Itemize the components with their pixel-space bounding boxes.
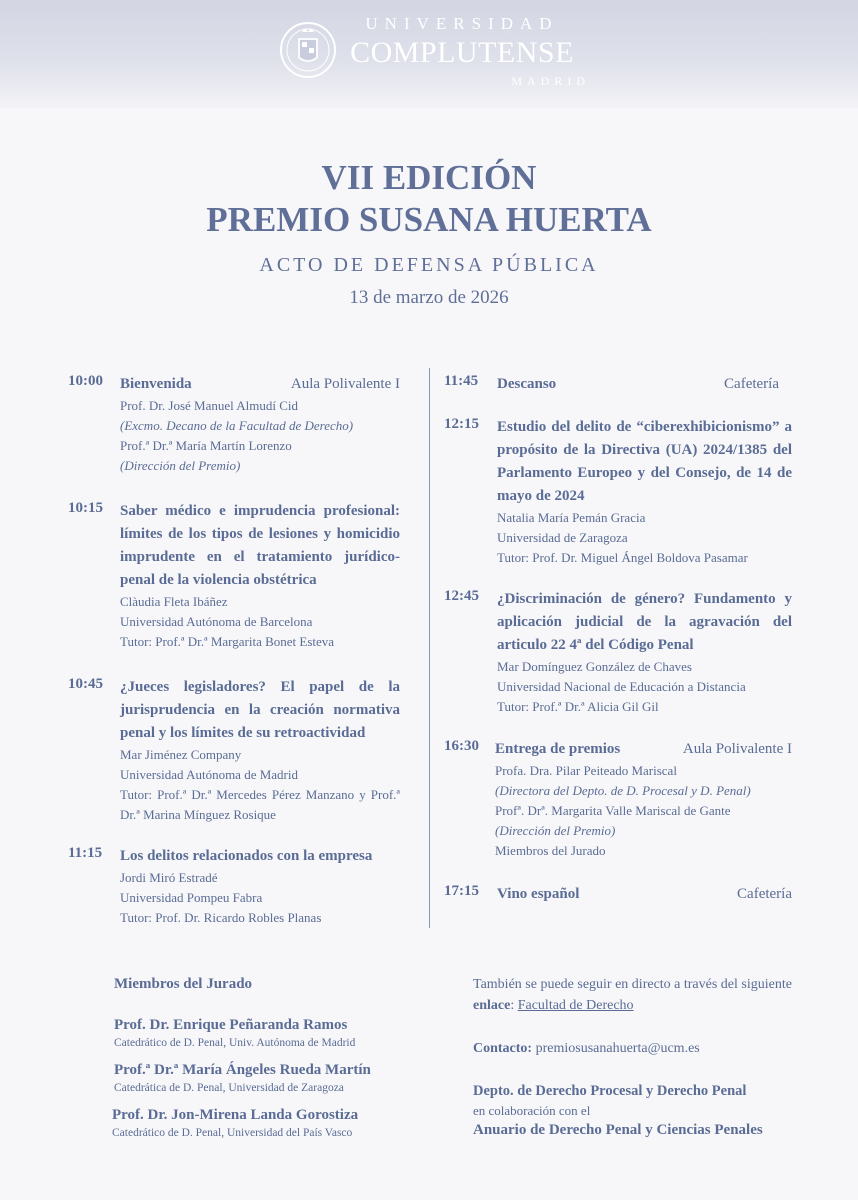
university-label-top: UNIVERSIDAD: [365, 14, 559, 33]
contact-label: Contacto:: [473, 1041, 533, 1056]
jury-member-name: Prof. Dr. Enrique Peñaranda Ramos: [114, 1017, 348, 1033]
department-name: Depto. de Derecho Procesal y Derecho Penal: [473, 1083, 747, 1099]
speaker-role: (Directora del Depto. de D. Procesal y D. Penal): [495, 783, 751, 798]
event-time: 16:30: [444, 738, 479, 754]
author-name: Jordi Miró Estradé: [120, 870, 218, 885]
stream-link[interactable]: Facultad de Derecho: [517, 998, 634, 1013]
author-name: Mar Jiménez Company: [120, 747, 242, 762]
author-tutor: Tutor: Prof.ª Dr.ª Alicia Gil Gil: [497, 699, 659, 714]
event-subtitle: ACTO DE DEFENSA PÚBLICA: [259, 254, 599, 276]
author-tutor: Tutor: Prof. Dr. Ricardo Robles Planas: [120, 910, 322, 925]
event-time: 12:15: [444, 416, 479, 432]
collaboration-text: en colaboración con el: [473, 1103, 591, 1118]
author-tutor: Tutor: Prof. Dr. Miguel Ángel Boldova Pasamar: [497, 550, 748, 565]
event-time: 11:15: [68, 845, 103, 861]
jury-member-name: Prof. Dr. Jon-Mirena Landa Gorostiza: [112, 1107, 359, 1123]
event-date: 13 de marzo de 2026: [349, 287, 509, 308]
header-banner: [0, 0, 858, 108]
column-divider: [429, 368, 430, 928]
stream-link-label: enlace: [473, 998, 511, 1013]
jury-heading: Miembros del Jurado: [114, 976, 253, 992]
event-time: 10:00: [68, 373, 103, 389]
event-title: Los delitos relacionados con la empresa: [120, 848, 373, 864]
anuario-name: Anuario de Derecho Penal y Ciencias Penales: [473, 1122, 763, 1138]
speaker-line: Miembros del Jurado: [495, 843, 606, 858]
jury-section: [114, 976, 414, 1150]
jury-member-role: Catedrático de D. Penal, Univ. Autónoma de Madrid: [114, 1037, 356, 1049]
edition-title: VII EDICIÓN: [321, 158, 537, 197]
university-name: COMPLUTENSE: [350, 36, 574, 69]
event-title: Estudio del delito de “ciberexhibicionismo” a propósito de la Directiva (UA) 2024/1385 del Parlamento Europeo y del Consejo, de 14 de mayo de 2024: [497, 419, 792, 504]
event-title: Saber médico e imprudencia profesional: límites de los tipos de lesiones y homicidio imprudente en el tratamiento jurídico-penal de la violencia obstétrica: [120, 503, 400, 588]
jury-member-name: Prof.ª Dr.ª María Ángeles Rueda Martín: [114, 1062, 371, 1078]
event-location: Aula Polivalente I: [682, 741, 792, 757]
author-university: Universidad Autónoma de Barcelona: [120, 614, 313, 629]
speaker-line: Profa. Dra. Pilar Peiteado Mariscal: [495, 763, 677, 778]
event-title: Vino español: [497, 886, 580, 902]
event-time: 12:45: [444, 588, 479, 604]
speaker-line: Prof. Dr. José Manuel Almudí Cid: [120, 398, 299, 413]
jury-member-role: Catedrático de D. Penal, Universidad del País Vasco: [112, 1127, 353, 1139]
event-time: 17:15: [444, 883, 479, 899]
stream-text: También se puede seguir en directo a través del siguiente: [473, 977, 792, 992]
speaker-role: (Excmo. Decano de la Facultad de Derecho): [120, 418, 354, 433]
info-section: [473, 974, 803, 1141]
author-name: Mar Domínguez González de Chaves: [497, 659, 692, 674]
jury-member-role: Catedrática de D. Penal, Universidad de Zaragoza: [114, 1082, 344, 1094]
university-city: MADRID: [511, 74, 590, 88]
stream-colon: :: [510, 998, 515, 1013]
author-university: Universidad de Zaragoza: [497, 530, 628, 545]
author-tutor: Tutor: Prof.ª Dr.ª Mercedes Pérez Manzano y Prof.ª Dr.ª Marina Mínguez Rosique: [120, 787, 400, 822]
stream-info: [473, 974, 803, 1016]
jury-member: [114, 1060, 414, 1096]
event-title: ¿Discriminación de género? Fundamento y aplicación judicial de la agravación del articulo 22 4ª del Código Penal: [497, 591, 792, 653]
author-university: Universidad Autónoma de Madrid: [120, 767, 298, 782]
contact-email[interactable]: premiosusanahuerta@ucm.es: [535, 1041, 700, 1056]
event-title: ¿Jueces legisladores? El papel de la jurisprudencia en la creación normativa penal y los límites de su retroactividad: [120, 679, 400, 741]
event-title: Entrega de premios: [495, 741, 621, 757]
event-location: Cafetería: [724, 376, 779, 392]
speaker-line: Profª. Drª. Margarita Valle Mariscal de Gante: [495, 803, 731, 818]
event-location: Cafetería: [737, 886, 792, 902]
author-university: Universidad Pompeu Fabra: [120, 890, 263, 905]
prize-title: PREMIO SUSANA HUERTA: [206, 200, 652, 239]
author-name: Natalia María Pemán Gracia: [497, 510, 646, 525]
author-name: Clàudia Fleta Ibáñez: [120, 594, 228, 609]
author-university: Universidad Nacional de Educación a Distancia: [497, 679, 746, 694]
event-time: 10:15: [68, 500, 103, 516]
event-location: Aula Polivalente I: [290, 376, 400, 392]
event-title: Bienvenida: [120, 376, 192, 392]
jury-member: [114, 1015, 414, 1051]
speaker-line: Prof.ª Dr.ª María Martín Lorenzo: [120, 438, 292, 453]
speaker-role: (Dirección del Premio): [495, 823, 616, 838]
speaker-role: (Dirección del Premio): [120, 458, 241, 473]
author-tutor: Tutor: Prof.ª Dr.ª Margarita Bonet Esteva: [120, 634, 335, 649]
event-time: 10:45: [68, 676, 103, 692]
jury-member: [112, 1105, 414, 1141]
event-time: 11:45: [444, 373, 479, 389]
event-title: Descanso: [497, 376, 557, 392]
university-seal-icon: [278, 14, 338, 86]
contact-info: [473, 1038, 803, 1059]
